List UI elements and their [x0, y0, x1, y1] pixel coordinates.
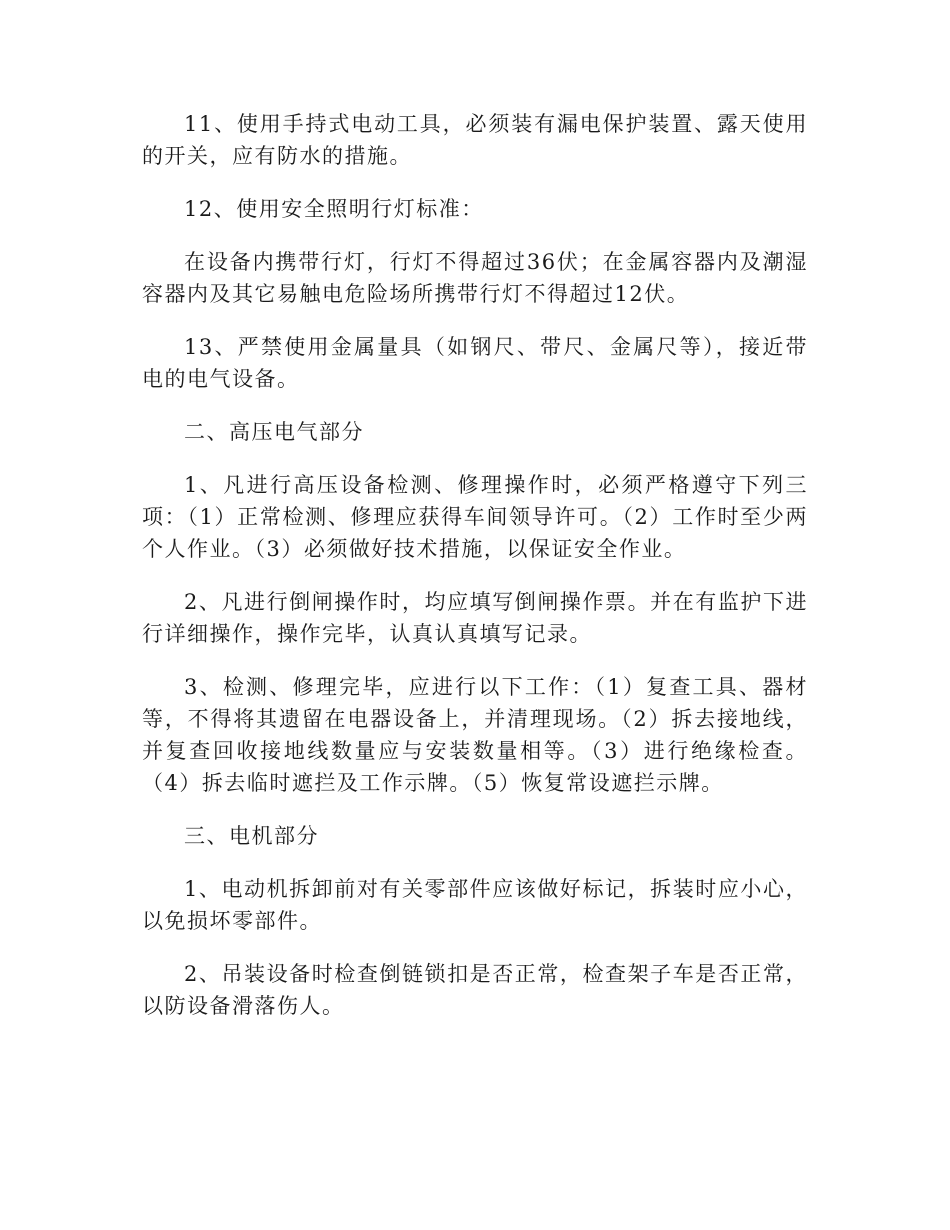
paragraph-lamp-voltage: 在设备内携带行灯，行灯不得超过36伏；在金属容器内及潮湿容器内及其它易触电危险场所携带行灯不得超过12伏。 [142, 250, 808, 306]
paragraph-item-13: 13、严禁使用金属量具（如钢尺、带尺、金属尺等），接近带电的电气设备。 [142, 335, 808, 391]
paragraph-motor-item-1: 1、电动机拆卸前对有关零部件应该做好标记，拆装时应小心，以免损坏零部件。 [142, 877, 808, 933]
document-body [142, 108, 808, 1043]
paragraph-motor-item-2: 2、吊装设备时检查倒链锁扣是否正常，检查架子车是否正常，以防设备滑落伤人。 [142, 962, 808, 1018]
paragraph-hv-item-2: 2、凡进行倒闸操作时，均应填写倒闸操作票。并在有监护下进行详细操作，操作完毕，认真认真填写记录。 [142, 590, 808, 646]
paragraph-item-12: 12、使用安全照明行灯标准： [184, 197, 484, 221]
section-heading-motor: 三、电机部分 [184, 824, 319, 848]
paragraph-item-11: 11、使用手持式电动工具，必须装有漏电保护装置、露天使用的开关，应有防水的措施。 [142, 112, 808, 168]
paragraph-hv-item-1: 1、凡进行高压设备检测、修理操作时，必须严格遵守下列三项：（1）正常检测、修理应获得车间领导许可。（2）工作时至少两个人作业。（3）必须做好技术措施，以保证安全作业。 [142, 473, 808, 561]
section-heading-high-voltage: 二、高压电气部分 [184, 420, 364, 444]
paragraph-hv-item-3: 3、检测、修理完毕，应进行以下工作：（1）复查工具、器材等，不得将其遗留在电器设备上，并清理现场。（2）拆去接地线，并复查回收接地线数量应与安装数量相等。（3）进行绝缘检查。（4）拆去临时遮拦及工作示牌。（5）恢复常设遮拦示牌。 [142, 675, 808, 795]
